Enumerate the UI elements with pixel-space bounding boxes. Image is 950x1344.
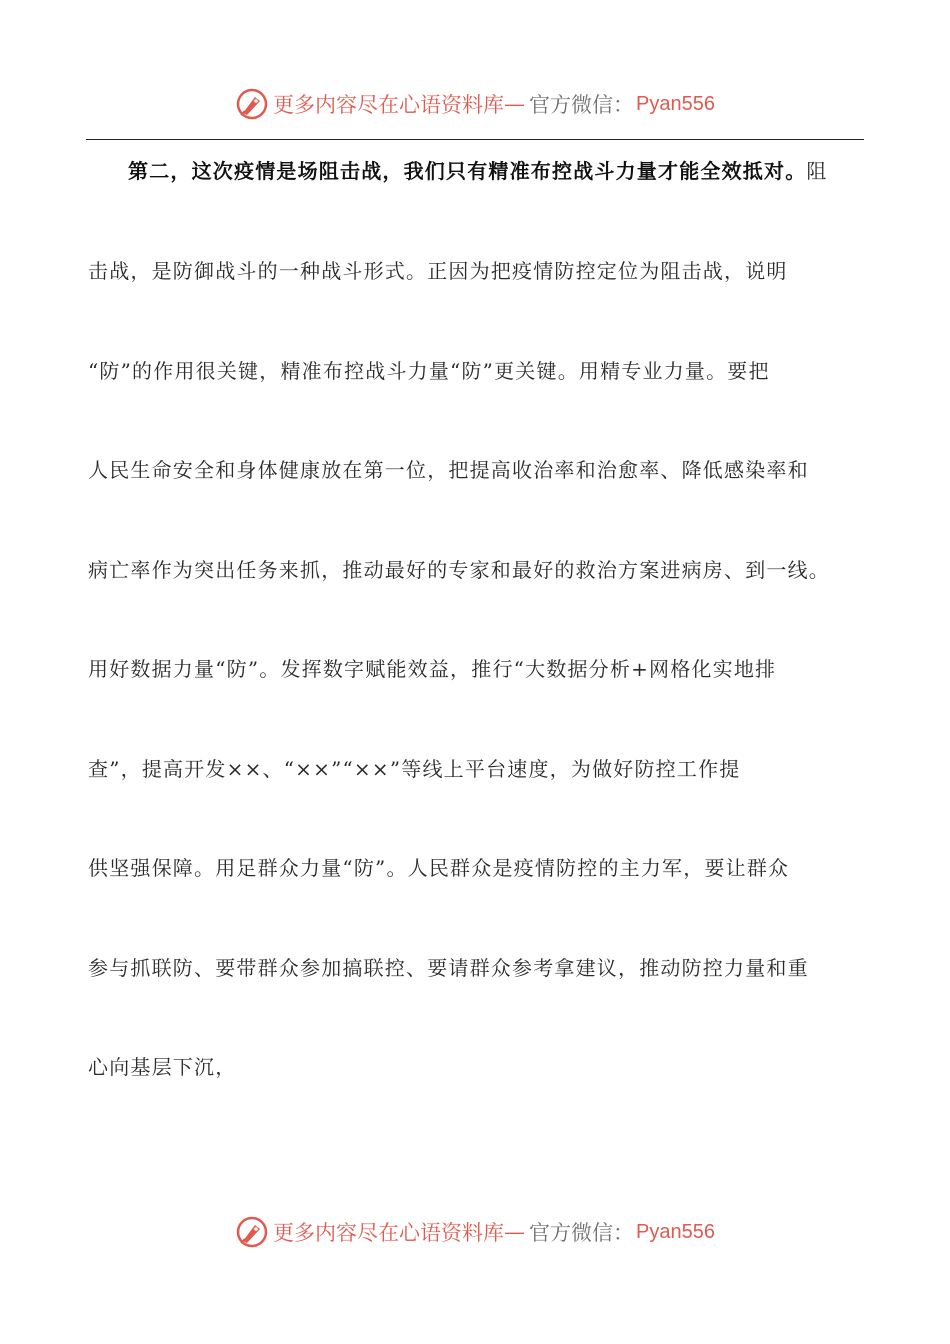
footer-watermark <box>0 1212 950 1252</box>
watermark-label: 官方微信： <box>529 93 635 117</box>
watermark-id: Pyan556 <box>636 92 715 115</box>
watermark-site: 更多内容尽在心语资料库 <box>273 1221 505 1245</box>
paragraph-line: 心向基层下沉， <box>88 1055 237 1079</box>
paragraph-lead-bold: 第二，这次疫情是场阻击战，我们只有精准布控战斗力量才能全效抵对。 <box>128 159 807 183</box>
header-watermark <box>0 84 950 124</box>
watermark-label: 官方微信： <box>529 1221 635 1245</box>
paragraph-line: 病亡率作为突出任务来抓，推动最好的专家和最好的救治方案进病房、到一线。 <box>88 558 830 582</box>
paragraph-line <box>128 157 864 185</box>
watermark-id: Pyan556 <box>636 1220 715 1243</box>
watermark-separator: — <box>504 92 528 116</box>
paragraph-line: 击战，是防御战斗的一种战斗形式。正因为把疫情防控定位为阻击战，说明 <box>88 259 788 283</box>
header-rule <box>86 139 864 140</box>
paragraph-line: 查”，提高开发××、“××”“××”等线上平台速度，为做好防控工作提 <box>88 757 741 781</box>
pen-nib-circle-icon <box>235 1215 269 1249</box>
paragraph-line: 参与抓联防、要带群众参加搞联控、要请群众参考拿建议，推动防控力量和重 <box>88 956 809 980</box>
watermark-site: 更多内容尽在心语资料库 <box>273 93 505 117</box>
paragraph-line: “防”的作用很关键，精准布控战斗力量“防”更关键。用精专业力量。要把 <box>88 359 770 383</box>
paragraph-line: 用好数据力量“防”。发挥数字赋能效益，推行“大数据分析+网格化实地排 <box>88 657 777 681</box>
pen-nib-circle-icon <box>235 87 269 121</box>
paragraph-line-text: 阻 <box>806 159 828 183</box>
paragraph-line: 供坚强保障。用足群众力量“防”。人民群众是疫情防控的主力军，要让群众 <box>88 856 790 880</box>
watermark-separator: — <box>504 1220 528 1244</box>
paragraph-line: 人民生命安全和身体健康放在第一位，把提高收治率和治愈率、降低感染率和 <box>88 458 809 482</box>
